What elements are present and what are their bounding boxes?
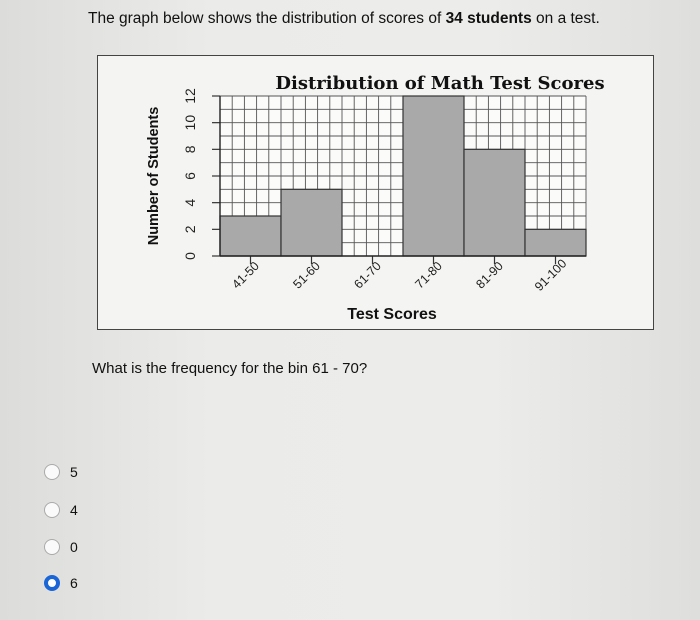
bar-41-50 [220,216,281,256]
answer-option-4[interactable] [44,573,78,593]
bar-71-80 [403,96,464,256]
bar-51-60 [281,189,342,256]
x-axis-label: Test Scores [347,306,437,323]
radio-button-icon[interactable] [44,575,60,591]
bar-81-90 [464,149,525,256]
y-tick-label: 4 [182,198,198,207]
y-tick-label: 8 [182,145,198,154]
x-tick-label: 91-100 [531,256,570,294]
x-tick-label: 71-80 [412,258,445,292]
y-tick-label: 0 [182,252,198,260]
intro-text [88,8,688,30]
x-tick-label: 81-90 [473,258,506,292]
question-text: What is the frequency for the bin 61 - 70? [92,360,368,377]
radio-button-icon[interactable] [44,464,60,480]
chart-title: Distribution of Math Test Scores [275,73,605,94]
answer-option-label: 0 [70,539,78,555]
radio-button-icon[interactable] [44,539,60,555]
answer-option-2[interactable] [44,500,78,520]
radio-button-icon[interactable] [44,502,60,518]
bar-91-100 [525,229,586,256]
x-tick-label: 61-70 [351,258,384,292]
x-tick-label: 41-50 [229,258,262,292]
intro-text-part3: on a test. [531,10,600,27]
x-tick-label: 51-60 [290,258,323,292]
y-axis-label: Number of Students [146,106,162,246]
answer-option-label: 6 [70,575,78,591]
students-word: students [467,10,532,27]
student-count: 34 [445,10,463,27]
y-tick-label: 10 [182,114,198,131]
answer-option-label: 4 [70,502,78,518]
y-tick-label: 2 [182,225,198,234]
histogram-chart [97,55,654,330]
answer-option-1[interactable] [44,462,78,482]
intro-text-part1: The graph below shows the distribution of scores of [88,10,446,27]
answer-option-label: 5 [70,464,78,480]
y-tick-label: 6 [182,172,198,180]
answer-option-3[interactable] [44,537,78,557]
histogram-svg [98,56,655,331]
y-tick-label: 12 [182,88,198,104]
